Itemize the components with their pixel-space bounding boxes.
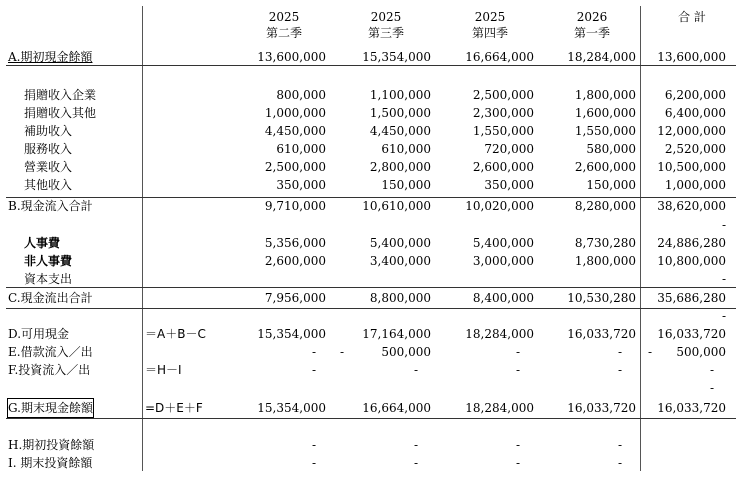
header-quarter-q4: 第四季 bbox=[471, 26, 508, 40]
cell-q4: - bbox=[515, 438, 520, 452]
cell-q1: 10,530,280 bbox=[567, 291, 636, 305]
formula: =D＋E＋F bbox=[145, 401, 203, 415]
row-total-outflow bbox=[0, 289, 740, 307]
cell-q2: - bbox=[311, 345, 316, 359]
dash-mark: - bbox=[648, 345, 653, 359]
cell-total: 6,200,000 bbox=[664, 88, 726, 102]
cell-q2: 2,600,000 bbox=[264, 254, 326, 268]
cell-total: 2,520,000 bbox=[664, 142, 726, 156]
row-ending-investment bbox=[0, 454, 740, 472]
cell-q1: 580,000 bbox=[586, 142, 636, 156]
cell-q2: 610,000 bbox=[276, 142, 326, 156]
cell-q2: 13,600,000 bbox=[257, 50, 326, 64]
cell-q3: 17,164,000 bbox=[362, 327, 431, 341]
row-blank-2 bbox=[0, 307, 740, 325]
cell-q4: 16,664,000 bbox=[465, 50, 534, 64]
cell-q1: 150,000 bbox=[586, 178, 636, 192]
row-service-income bbox=[0, 140, 740, 158]
row-label: 非人事費 bbox=[24, 254, 73, 268]
cell-total: - bbox=[709, 381, 714, 395]
cell-q1: - bbox=[617, 456, 622, 470]
cell-q1: - bbox=[617, 363, 622, 377]
cell-q3: 8,800,000 bbox=[369, 291, 431, 305]
cell-q1: - bbox=[617, 345, 622, 359]
row-label: G.期末現金餘額 bbox=[8, 401, 93, 415]
cell-q4: 5,400,000 bbox=[472, 236, 534, 250]
cell-q4: 8,400,000 bbox=[472, 291, 534, 305]
row-capital-expenditure bbox=[0, 270, 740, 288]
row-other-income bbox=[0, 176, 740, 194]
header-quarter-q2: 第二季 bbox=[265, 26, 302, 40]
cell-q2: 4,450,000 bbox=[264, 124, 326, 138]
cell-q4: 2,600,000 bbox=[472, 160, 534, 174]
cell-q4: 350,000 bbox=[484, 178, 534, 192]
cell-q3: 5,400,000 bbox=[369, 236, 431, 250]
cell-total: 500,000 bbox=[676, 345, 726, 359]
cell-q3: 15,354,000 bbox=[362, 50, 431, 64]
cell-q2: - bbox=[311, 456, 316, 470]
header-year-q2: 2025 bbox=[268, 10, 300, 24]
cell-q4: 18,284,000 bbox=[465, 327, 534, 341]
header-quarter-q3: 第三季 bbox=[367, 26, 404, 40]
cell-total: 16,033,720 bbox=[657, 327, 726, 341]
cell-total: 13,600,000 bbox=[657, 50, 726, 64]
row-label: F.投資流入／出 bbox=[8, 363, 91, 377]
cell-q3: 500,000 bbox=[381, 345, 431, 359]
cell-q1: 1,800,000 bbox=[574, 88, 636, 102]
cell-q2: 2,500,000 bbox=[264, 160, 326, 174]
cell-q3: 3,400,000 bbox=[369, 254, 431, 268]
cell-q4: - bbox=[515, 363, 520, 377]
formula: ＝A＋B－C bbox=[145, 327, 206, 341]
row-donation-corporate bbox=[0, 86, 740, 104]
row-ending-cash bbox=[0, 399, 740, 417]
row-label: 補助收入 bbox=[24, 124, 73, 138]
cell-q2: 5,356,000 bbox=[264, 236, 326, 250]
row-label: 捐贈收入企業 bbox=[24, 88, 97, 102]
row-label: D.可用現金 bbox=[8, 327, 70, 341]
cell-total: - bbox=[721, 309, 726, 323]
row-opening-cash bbox=[0, 48, 740, 66]
cell-total: 6,400,000 bbox=[664, 106, 726, 120]
cell-total: 35,686,280 bbox=[657, 291, 726, 305]
row-label: 捐贈收入其他 bbox=[24, 106, 97, 120]
cell-q4: - bbox=[515, 456, 520, 470]
row-investment-flow bbox=[0, 361, 740, 379]
row-donation-other bbox=[0, 104, 740, 122]
cell-q4: 2,500,000 bbox=[472, 88, 534, 102]
header-total: 合 計 bbox=[678, 10, 706, 24]
cell-q2: 800,000 bbox=[276, 88, 326, 102]
row-operating-income bbox=[0, 158, 740, 176]
cell-q2: - bbox=[311, 438, 316, 452]
row-blank-3 bbox=[0, 379, 740, 397]
cell-q3: 16,664,000 bbox=[362, 401, 431, 415]
dash-mark: - bbox=[340, 345, 345, 359]
header-year-q1: 2026 bbox=[576, 10, 608, 24]
cell-total: 12,000,000 bbox=[657, 124, 726, 138]
header-quarter-q1: 第一季 bbox=[573, 26, 610, 40]
cell-q4: 1,550,000 bbox=[472, 124, 534, 138]
cell-q1: 1,800,000 bbox=[574, 254, 636, 268]
row-label: B.現金流入合計 bbox=[8, 199, 93, 213]
cell-q2: - bbox=[311, 363, 316, 377]
cell-q1: 16,033,720 bbox=[567, 327, 636, 341]
cell-q2: 350,000 bbox=[276, 178, 326, 192]
cell-q1: 1,550,000 bbox=[574, 124, 636, 138]
cell-q2: 1,000,000 bbox=[264, 106, 326, 120]
cell-q2: 15,354,000 bbox=[257, 401, 326, 415]
cell-total: 1,000,000 bbox=[664, 178, 726, 192]
row-non-personnel-cost bbox=[0, 252, 740, 270]
row-label: H.期初投資餘額 bbox=[8, 438, 95, 452]
cell-q4: 18,284,000 bbox=[465, 401, 534, 415]
row-available-cash bbox=[0, 325, 740, 343]
row-label: 其他收入 bbox=[24, 178, 73, 192]
cell-total: 10,800,000 bbox=[657, 254, 726, 268]
row-personnel-cost bbox=[0, 234, 740, 252]
cell-q3: 610,000 bbox=[381, 142, 431, 156]
cell-q2: 9,710,000 bbox=[264, 199, 326, 213]
cell-q3: 10,610,000 bbox=[362, 199, 431, 213]
row-label: 資本支出 bbox=[24, 272, 73, 286]
row-label: A.期初現金餘額 bbox=[8, 50, 93, 64]
row-loan-flow bbox=[0, 343, 740, 361]
cell-q1: 1,600,000 bbox=[574, 106, 636, 120]
row-label: E.借款流入／出 bbox=[8, 345, 93, 359]
row-label: 營業收入 bbox=[24, 160, 73, 174]
separator-after-ending bbox=[6, 418, 736, 419]
cell-total: - bbox=[721, 218, 726, 232]
cell-q3: 150,000 bbox=[381, 178, 431, 192]
cell-q3: 2,800,000 bbox=[369, 160, 431, 174]
cell-total: 10,500,000 bbox=[657, 160, 726, 174]
cell-q3: - bbox=[413, 363, 418, 377]
header-year-q3: 2025 bbox=[370, 10, 402, 24]
cell-q4: 720,000 bbox=[484, 142, 534, 156]
cell-q4: 10,020,000 bbox=[465, 199, 534, 213]
row-label: 人事費 bbox=[24, 236, 61, 250]
cell-q1: 8,280,000 bbox=[574, 199, 636, 213]
row-label: I. 期末投資餘額 bbox=[8, 456, 93, 470]
row-total-inflow bbox=[0, 197, 740, 215]
row-subsidy-income bbox=[0, 122, 740, 140]
cell-q1: 16,033,720 bbox=[567, 401, 636, 415]
cell-q3: 1,100,000 bbox=[369, 88, 431, 102]
cell-q1: 8,730,280 bbox=[574, 236, 636, 250]
cell-total: - bbox=[709, 363, 714, 377]
row-label: 服務收入 bbox=[24, 142, 73, 156]
cell-q2: 15,354,000 bbox=[257, 327, 326, 341]
cell-total: - bbox=[721, 272, 726, 286]
cell-total: 38,620,000 bbox=[657, 199, 726, 213]
row-blank-1 bbox=[0, 216, 740, 234]
cell-q1: - bbox=[617, 438, 622, 452]
cell-total: 24,886,280 bbox=[657, 236, 726, 250]
cell-q4: 3,000,000 bbox=[472, 254, 534, 268]
header-year-q4: 2025 bbox=[474, 10, 506, 24]
cell-q2: 7,956,000 bbox=[264, 291, 326, 305]
cell-total: 16,033,720 bbox=[657, 401, 726, 415]
cell-q1: 18,284,000 bbox=[567, 50, 636, 64]
cell-q3: 4,450,000 bbox=[369, 124, 431, 138]
cell-q3: - bbox=[413, 456, 418, 470]
cell-q3: 1,500,000 bbox=[369, 106, 431, 120]
cell-q4: - bbox=[515, 345, 520, 359]
row-opening-investment bbox=[0, 436, 740, 454]
formula: ＝H－I bbox=[145, 363, 182, 377]
cell-q4: 2,300,000 bbox=[472, 106, 534, 120]
cell-q1: 2,600,000 bbox=[574, 160, 636, 174]
row-label: C.現金流出合計 bbox=[8, 291, 93, 305]
cell-q3: - bbox=[413, 438, 418, 452]
